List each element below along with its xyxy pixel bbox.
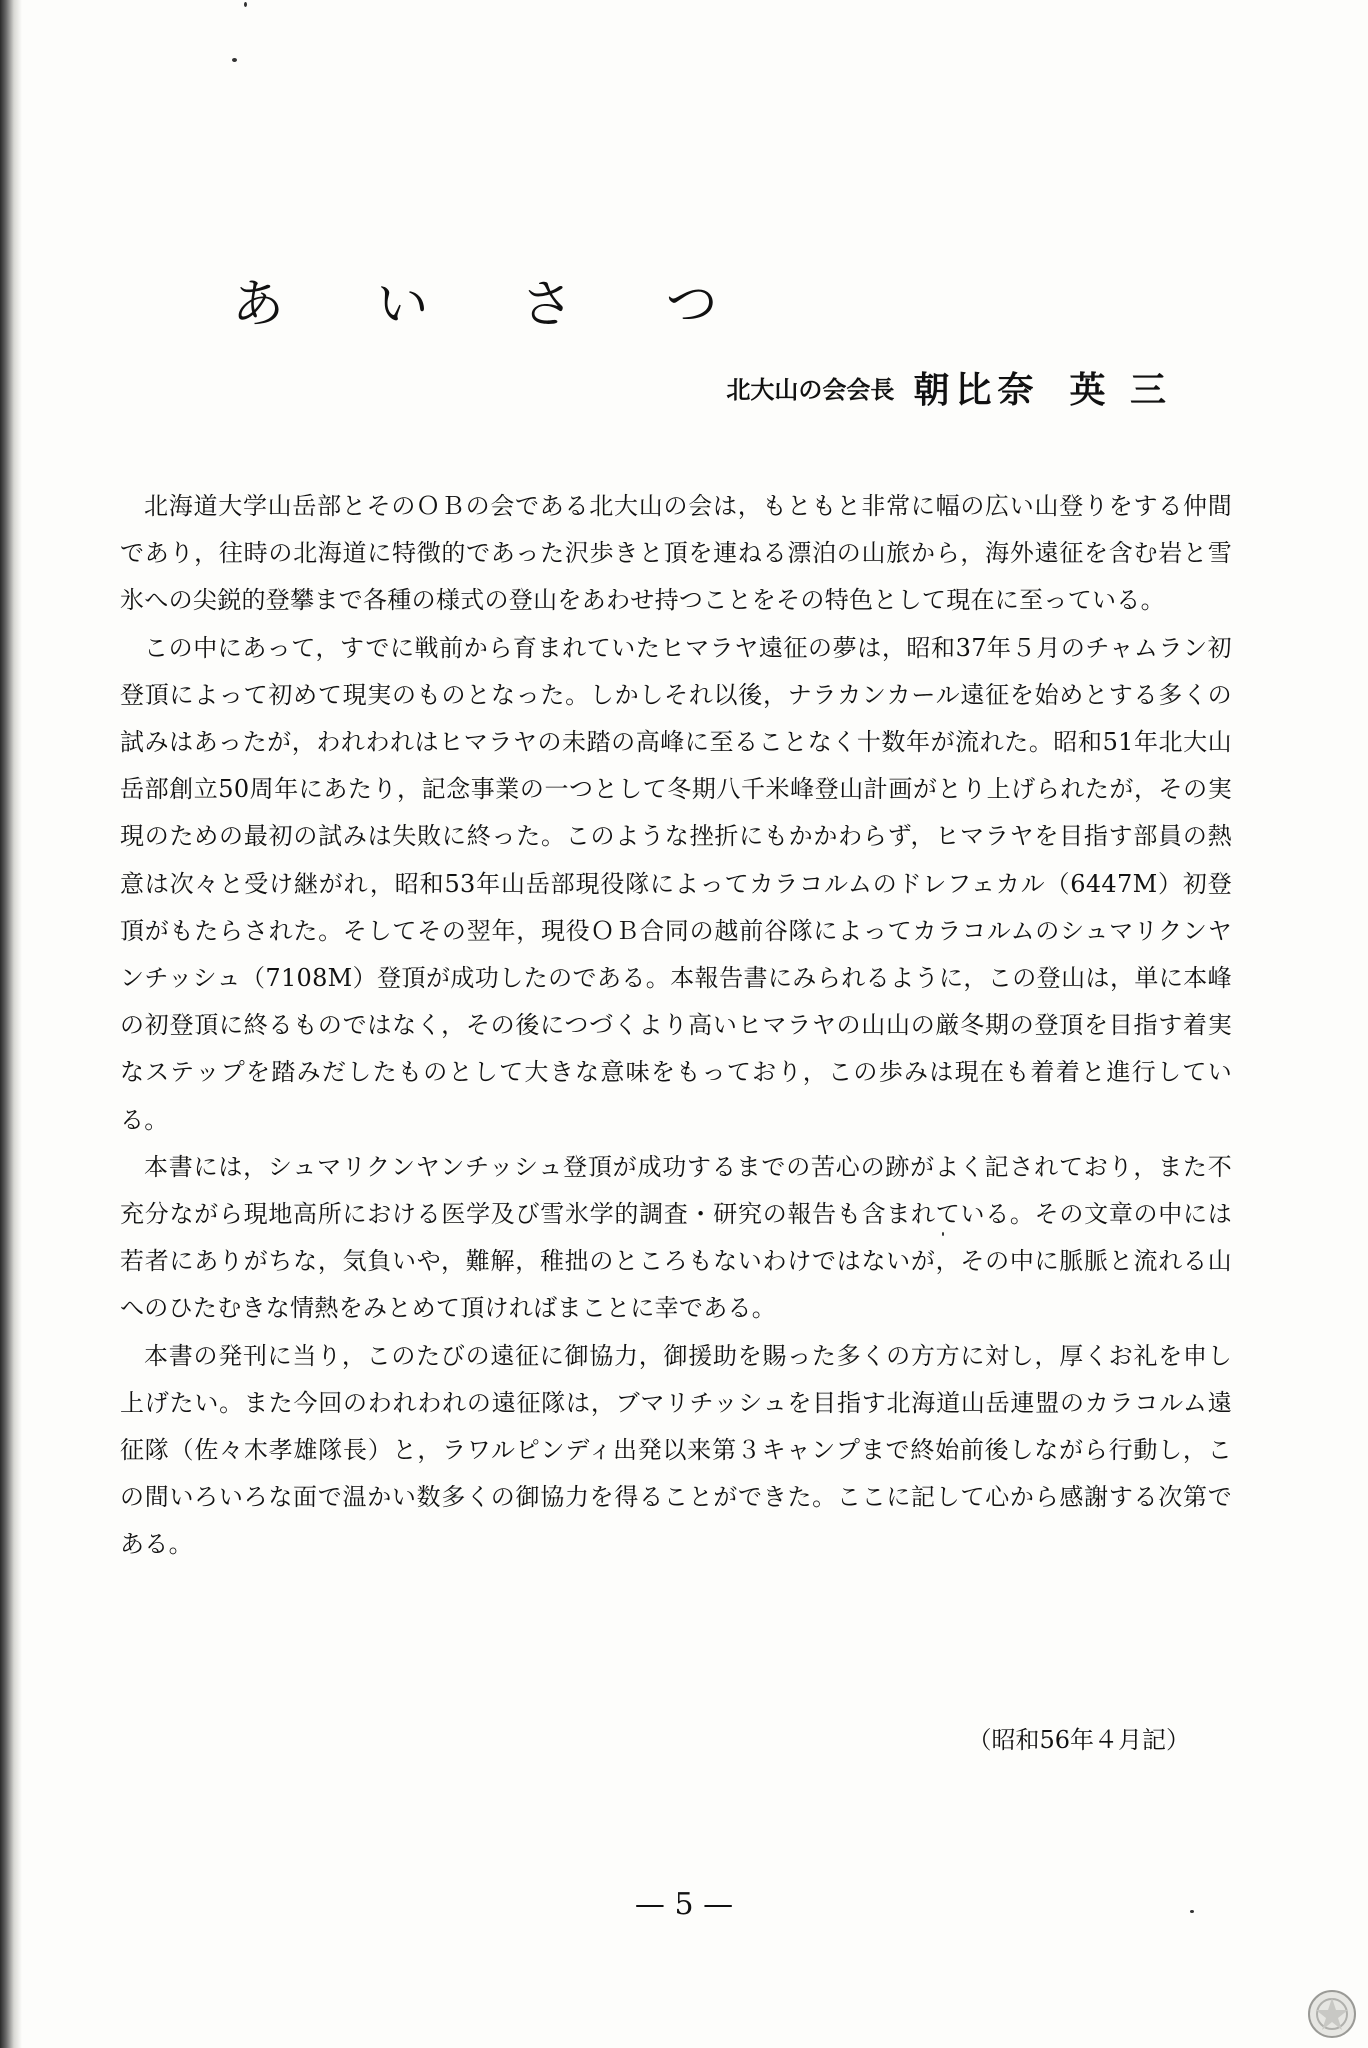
author-given-name: 英 三	[1069, 369, 1172, 411]
page-number: — 5 —	[634, 1887, 734, 1922]
library-stamp-icon	[1306, 1988, 1358, 2040]
ink-speck	[232, 58, 237, 62]
author-name	[913, 369, 1172, 411]
page-title: あ い さ つ	[232, 274, 756, 335]
page-binding-edge	[0, 0, 22, 2048]
author-organization: 北大山の会会長	[726, 376, 895, 404]
date-note: （昭和56年４月記）	[967, 1726, 1190, 1754]
paragraph: 北海道大学山岳部とそのＯＢの会である北大山の会は，もともと非常に幅の広い山登りをする仲間であり，往時の北海道に特徴的であった沢歩きと頂を連ねる漂泊の山旅から，海外遠征を含む岩と雪氷への尖鋭的登攀まで各種の様式の登山をあわせ持つことをその特色として現在に至っている。	[120, 492, 1232, 615]
ink-speck	[244, 2, 247, 7]
author-family-name: 朝比奈	[913, 369, 1040, 411]
paragraph: この中にあって，すでに戦前から育まれていたヒマラヤ遠征の夢は，昭和37年５月のチャムラン初登頂によって初めて現実のものとなった。しかしそれ以後，ナラカンカール遠征を始めとする多くの試みはあったが，われわれはヒマラヤの未踏の高峰に至ることなく十数年が流れた。昭和51年北大山岳部創立50周年にあたり，記念事業の一つとして冬期八千米峰登山計画がとり上げられたが，その実現のための最初の試みは失敗に終った。このような挫折にもかかわらず，ヒマラヤを目指す部員の熱意は次々と受け継がれ，昭和53年山岳部現役隊によってカラコルムのドレフェカル（6447M）初登頂がもたらされた。そしてその翌年，現役ＯＢ合同の越前谷隊によってカラコルムのシュマリクンヤンチッシュ（7108M）登頂が成功したのである。本報告書にみられるように，この登山は，単に本峰の初登頂に終るものではなく，その後につづくより高いヒマラヤの山山の厳冬期の登頂を目指す着実なステップを踏みだしたものとして大きな意味をもっており，この歩みは現在も着着と進行している。	[120, 633, 1232, 1134]
author-line	[726, 369, 1172, 411]
paragraph: 本書の発刊に当り，このたびの遠征に御協力，御援助を賜った多くの方方に対し，厚くお礼を申し上げたい。また今回のわれわれの遠征隊は，ブマリチッシュを目指す北海道山岳連盟のカラコルム遠征隊（佐々木孝雄隊長）と，ラワルピンディ出発以来第３キャンプまで終始前後しながら行動し，この間いろいろな面で温かい数多くの御協力を得ることができた。ここに記して心から感謝する次第である。	[120, 1341, 1232, 1559]
paragraph: 本書には，シュマリクンヤンチッシュ登頂が成功するまでの苦心の跡がよく記されており，また不充分ながら現地高所における医学及び雪氷学的調査・研究の報告も含まれている。その文章の中には若者にありがちな，気負いや，難解，稚拙のところもないわけではないが，その中に脈脈と流れる山へのひたむきな情熱をみとめて頂ければまことに幸である。	[120, 1152, 1232, 1323]
body-text	[120, 483, 1232, 1569]
